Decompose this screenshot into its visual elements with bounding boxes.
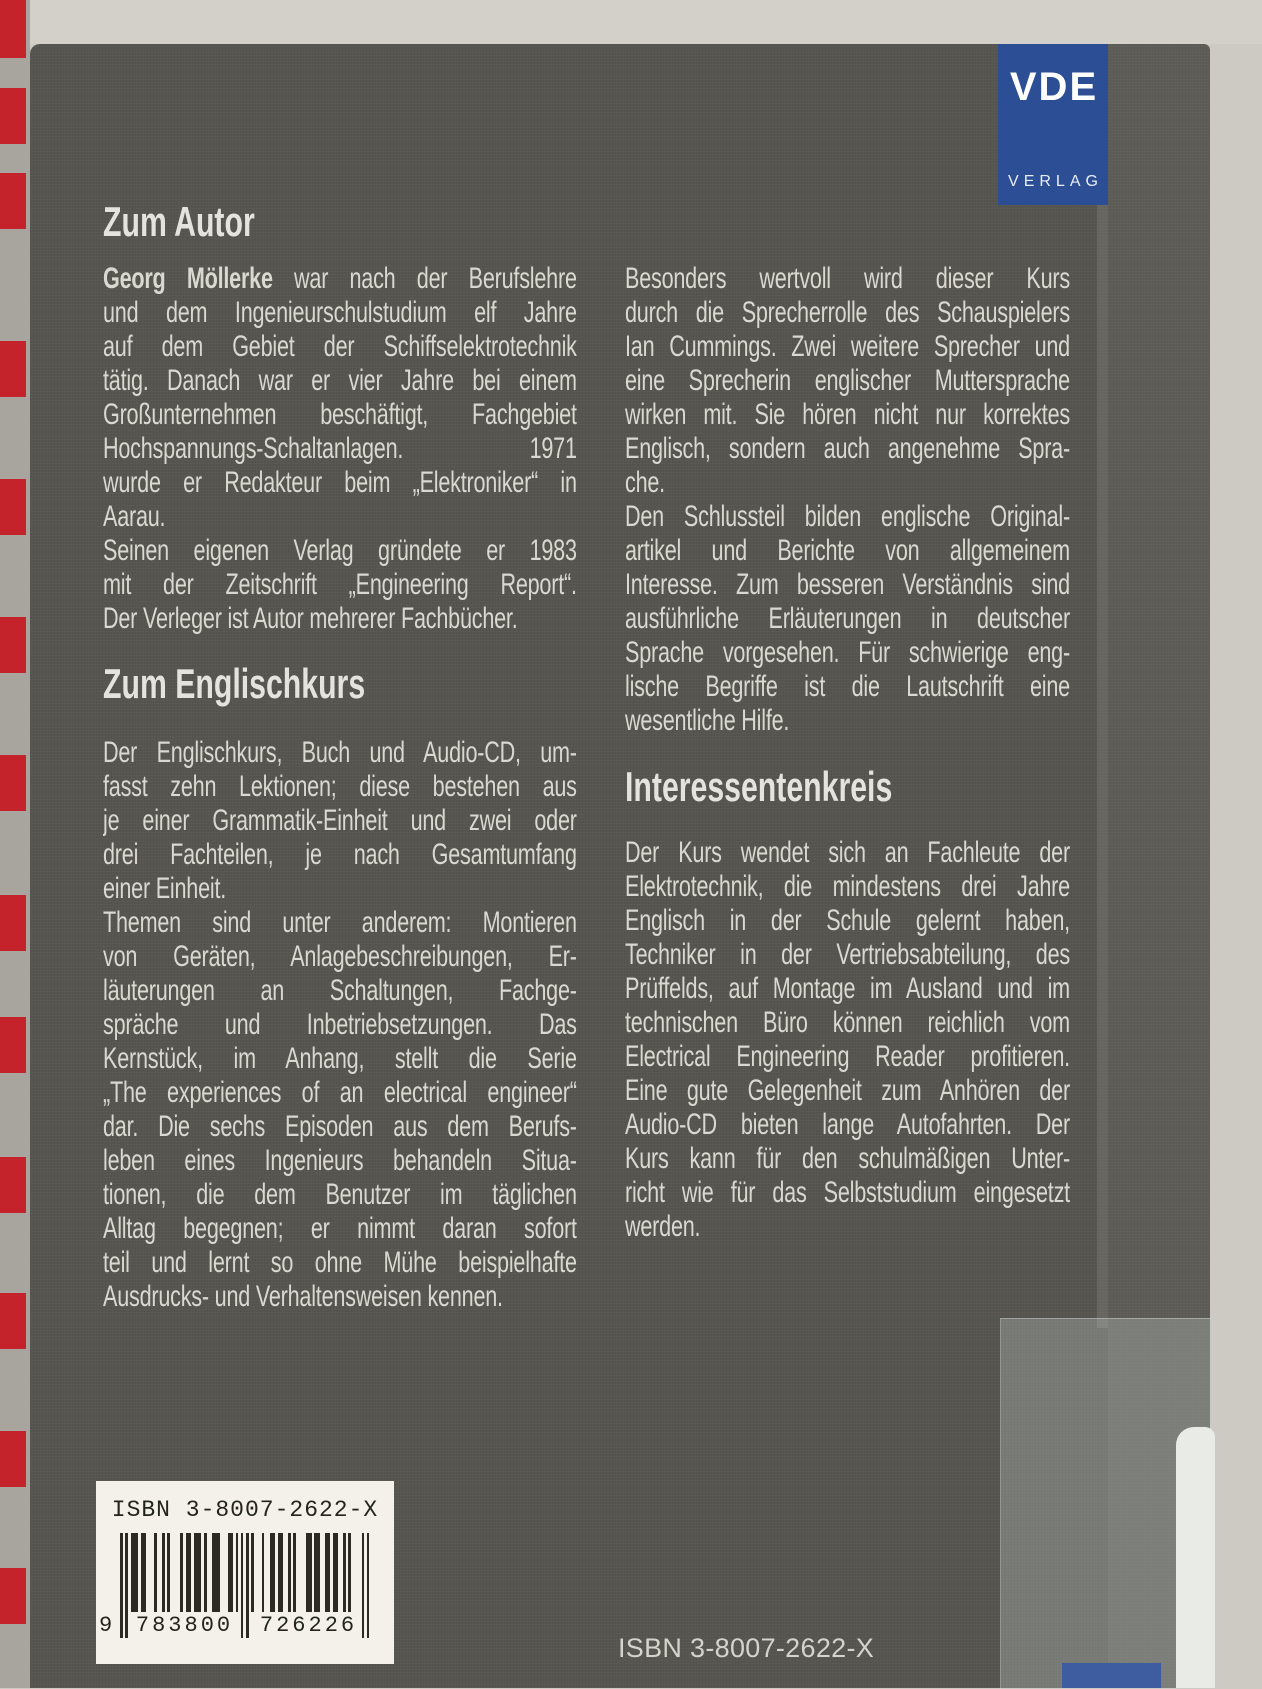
scan-edge-mark [0, 755, 26, 811]
scan-edge-mark [0, 1431, 26, 1487]
bottom-blue-label [1062, 1663, 1161, 1688]
scan-edge-mark [0, 1017, 26, 1073]
scan-edge-mark [0, 617, 26, 673]
ean-left-group: 783800 [128, 1613, 238, 1638]
verlag-logo-text: VERLAG [1008, 173, 1103, 190]
right-text-column [625, 0, 1070, 1688]
heading-author: Zum Autor [103, 198, 255, 245]
scan-background-right [1210, 44, 1262, 1688]
audience-paragraph: Der Kurs wendet sich an Fachleute der Elektrotechnik, die mindestens drei Jahre Englisch in der Schule gelernt haben, Techniker in der Vertriebsabteilung, des Prüffelds, auf Montage im Ausland und im technischen Büro können reichlich vom Electrical Engineering Reader profitieren. Eine gute Gelegenheit zum Anhören der Audio-CD bieten lange Autofahrten. Der Kurs kann für den schulmäßigen Unter- richt wie für das Selbststudium eingesetzt werden. [625, 836, 1070, 1243]
speaker-paragraph: Besonders wertvoll wird dieser Kurs durch die Sprecherrolle des Schauspielers Ian Cummings. Zwei weitere Sprecher und eine Sprecherin englischer Muttersprache wirken mit. Sie hören nicht nur korrektes Englisch, sondern auch angenehme Spra- che. Den Schlussteil bilden englische Original- artikel und Berichte von allgemeinem Interesse. Zum besseren Verständnis sind ausführliche Erläuterungen in deutscher Sprache vorgesehen. Für schwierige eng- lische Begriffe ist die Lautschrift eine wesentliche Hilfe. [625, 262, 1070, 737]
ean-barcode [99, 1533, 370, 1638]
heading-audience: Interessentenkreis [625, 763, 893, 810]
heading-course: Zum Englischkurs [103, 660, 366, 707]
scan-edge-mark [0, 1568, 26, 1624]
scan-edge-mark [0, 479, 26, 535]
isbn-footer: ISBN 3-8007-2622-X [618, 1633, 875, 1663]
author-paragraph: Georg Möllerke war nach der Berufslehre und dem Ingenieurschulstudium elf Jahre auf dem Gebiet der Schiffselektrotechnik tätig. Danach war er vier Jahre bei einem Großunternehmen beschäftigt, Fachgebiet Hochspannungs-Schaltanlagen. 1971 wurde er Redakteur beim „Elektroniker“ in Aarau. Seinen eigenen Verlag gründete er 1983 mit der Zeitschrift „Engineering Report“. Der Verleger ist Autor mehrerer Fachbücher. [103, 262, 577, 635]
scan-edge-mark [0, 341, 26, 397]
cover-edge-glare [1097, 44, 1108, 1328]
ean-right-group: 726226 [252, 1613, 362, 1638]
isbn-label: ISBN 3-8007-2622-X [111, 1497, 379, 1523]
scan-edge-mark [0, 1157, 26, 1213]
scan-edge-mark [0, 895, 26, 951]
scan-edge-mark [0, 173, 26, 229]
library-sticker [1176, 1427, 1215, 1688]
scan-edge-mark [0, 88, 26, 144]
course-paragraph: Der Englischkurs, Buch und Audio-CD, um- fasst zehn Lektionen; diese bestehen aus je einer Grammatik-Einheit und zwei oder drei Fachteilen, je nach Gesamtumfang einer Einheit. Themen sind unter anderem: Montieren von Geräten, Anlagebeschreibungen, Er- läuterungen an Schaltungen, Fachge- spräche und Inbetriebsetzungen. Das Kernstück, im Anhang, stellt die Serie „The experiences of an electrical engineer“ dar. Die sechs Episoden aus dem Berufs- leben eines Ingenieurs behandeln Situa- tionen, die dem Benutzer im täglichen Alltag begegnen; er nimmt daran sofort teil und lernt so ohne Mühe beispielhafte Ausdrucks- und Verhaltensweisen kennen. [103, 736, 577, 1313]
vde-logo-text: VDE [1009, 65, 1099, 109]
left-text-column [103, 0, 577, 1688]
ean-lead-digit: 9 [99, 1613, 113, 1638]
scan-edge-mark [0, 0, 26, 58]
scan-edge-mark [0, 1293, 26, 1349]
isbn-barcode-panel [96, 1481, 394, 1664]
